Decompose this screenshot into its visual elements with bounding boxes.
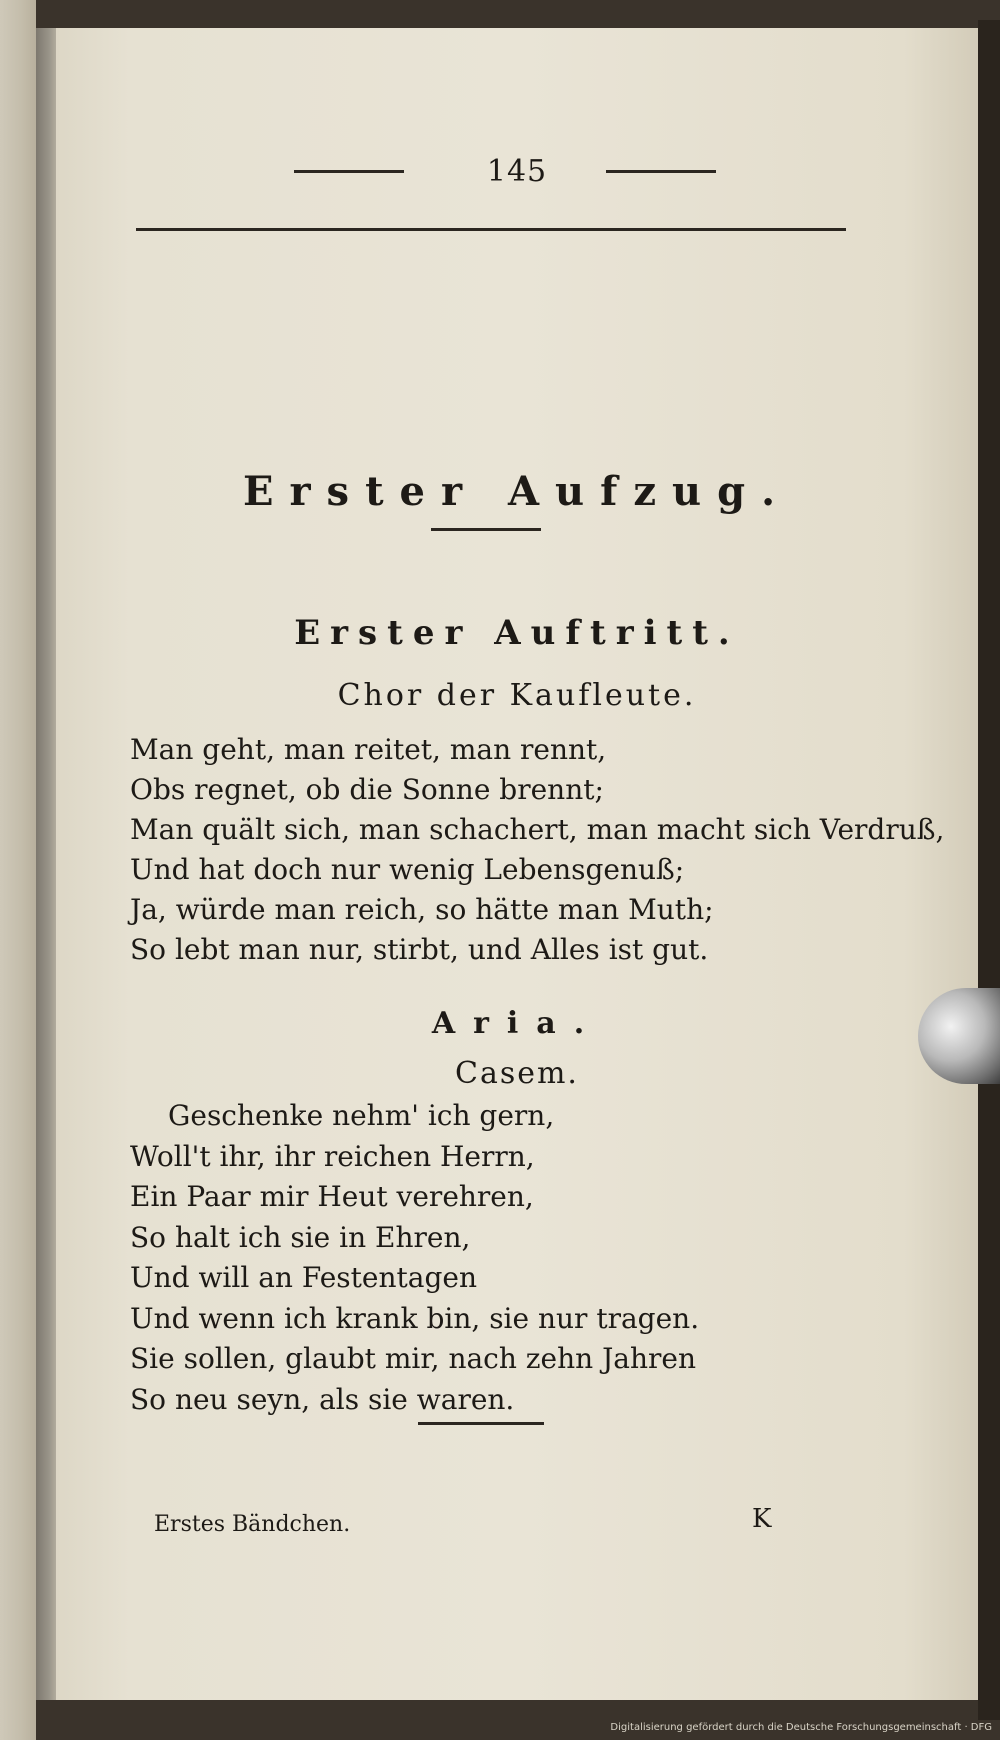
aria-heading: Aria.: [431, 1006, 603, 1041]
book-page: [56, 28, 978, 1700]
verse-line: So neu seyn, als sie waren.: [130, 1382, 515, 1416]
scene-title: Erster Auftritt.: [294, 613, 740, 653]
verse-line: Und hat doch nur wenig Lebensgenuß;: [130, 853, 685, 886]
verse-line: Sie sollen, glaubt mir, nach zehn Jahren: [130, 1342, 697, 1375]
verse-line: Ein Paar mir Heut verehren,: [130, 1180, 534, 1213]
verse-line: Woll't ihr, ihr reichen Herrn,: [130, 1139, 535, 1173]
verse-line: Man quält sich, man schachert, man macht sich Verdruß,: [130, 813, 945, 846]
digitization-credit: Digitalisierung gefördert durch die Deutsche Forschungsgemeinschaft · DFG: [610, 1722, 992, 1733]
page-edge: [978, 20, 1000, 1720]
verse-line: Obs regnet, ob die Sonne brennt;: [130, 773, 604, 806]
verse-line: Geschenke nehm' ich gern,: [168, 1099, 555, 1132]
verse-line: So lebt man nur, stirbt, und Alles ist gut.: [130, 933, 709, 966]
end-divider: [418, 1422, 544, 1425]
verse-line: Und will an Festentagen: [130, 1261, 477, 1294]
header-rule: [136, 228, 846, 231]
chorus-heading: Chor der Kaufleute.: [337, 678, 697, 713]
title-divider: [431, 528, 541, 531]
signature-mark: Erstes Bändchen.: [154, 1512, 351, 1537]
aria-speaker: Casem.: [455, 1056, 579, 1091]
act-title: Erster Aufzug.: [242, 468, 792, 515]
aria-verse: [130, 1096, 930, 1420]
gathering-mark: K: [752, 1504, 772, 1534]
verse-line: Ja, würde man reich, so hätte man Muth;: [130, 893, 714, 926]
verse-line: Und wenn ich krank bin, sie nur tragen.: [130, 1301, 700, 1335]
page-number-rule-right: [606, 170, 716, 173]
page-number: 145: [486, 154, 548, 189]
chorus-verse: [130, 730, 945, 970]
page-gutter: [36, 28, 58, 1700]
verse-line: So halt ich sie in Ehren,: [130, 1220, 471, 1254]
book-spine: [0, 0, 36, 1740]
verse-line: Man geht, man reitet, man rennt,: [130, 733, 607, 766]
